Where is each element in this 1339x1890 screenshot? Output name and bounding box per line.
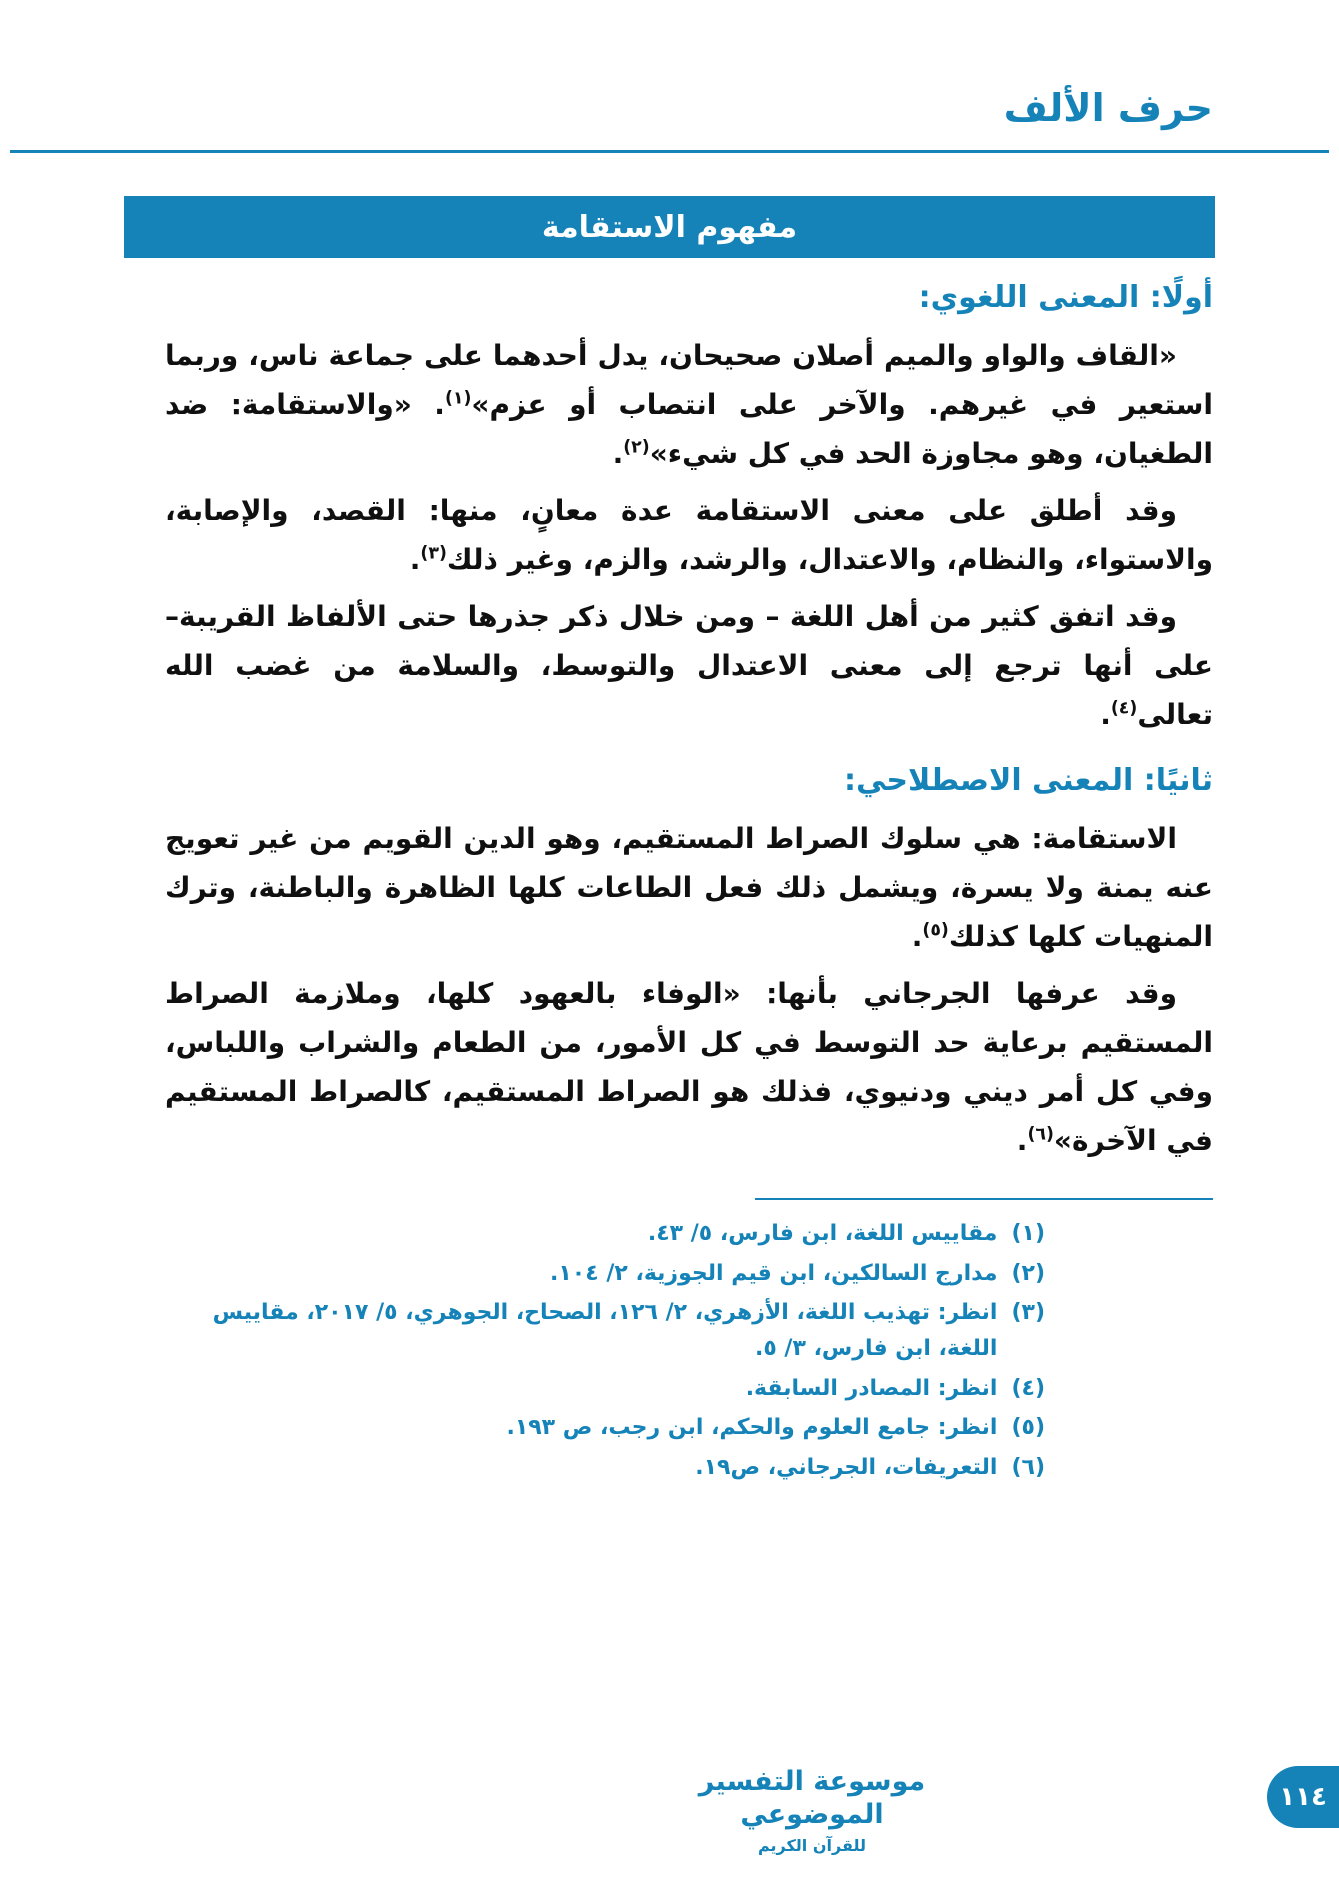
footnote-number: (٢) (1011, 1260, 1045, 1286)
footnote-list (165, 1216, 1045, 1485)
footnote-divider-line (755, 1198, 1213, 1200)
footnote-number: (١) (1011, 1221, 1045, 1246)
paragraph: «القاف والواو والميم أصلان صحيحان، يدل أحدهما على جماعة ناس، وربما استعير في غيرهم. والآخر على انتصاب أو عزم»$^{(١)}$. «والاستقامة: ضد الطغيان، وهو مجاوزة الحد في كل شيء»$^{(٢)}$. (165, 339, 1213, 470)
footnote-number: (٥) (1011, 1415, 1045, 1441)
paragraph: وقد أطلق على معنى الاستقامة عدة معانٍ، منها: القصد، والإصابة، والاستواء، والنظام، والاعتدال، والرشد، والزم، وغير ذلك$^{(٣)}$. (165, 494, 1213, 576)
footnote-reference: (٤) (1110, 698, 1138, 719)
footnote-text: انظر: تهذيب اللغة، الأزهري، ٢/ ١٢٦، الصحاح، الجوهري، ٥/ ٢٠١٧، مقاييس اللغة، ابن فارس، ٣/ ٥. (212, 1300, 998, 1361)
footnote-text: التعريفات، الجرجاني، ص١٩. (695, 1454, 998, 1480)
footnote-reference: (١) (444, 388, 472, 409)
footnote-item (165, 1256, 1045, 1292)
page-number-badge (1267, 1766, 1339, 1828)
footnote-reference: (٦) (1027, 1124, 1054, 1145)
paragraph: الاستقامة: هي سلوك الصراط المستقيم، وهو الدين القويم من غير تعويج عنه يمنة ولا يسرة، ويشمل ذلك فعل الطاعات كلها الظاهرة والباطنة، وترك المنهيات كلها كذلك$^{(٥)}$. (165, 822, 1213, 953)
footnote-text: انظر: جامع العلوم والحكم، ابن رجب، ص ١٩٣. (506, 1415, 998, 1441)
section-heading: ثانيًا: المعنى الاصطلاحي: (844, 763, 1213, 798)
footnote-item (165, 1216, 1045, 1252)
logo-title: موسوعة التفسير الموضوعي (698, 1765, 926, 1831)
footnote-number: (٣) (1011, 1300, 1045, 1326)
paragraph: وقد عرفها الجرجاني بأنها: «الوفاء بالعهود كلها، وملازمة الصراط المستقيم برعاية حد التوسط في كل الأمور، من الطعام والشراب واللباس، وفي كل أمر ديني ودنيوي، فذلك هو الصراط المستقيم، كالصراط المستقيم في الآخرة»$^{(٦)}$. (165, 977, 1213, 1157)
publisher-logo (687, 1765, 937, 1857)
paragraph: وقد اتفق كثير من أهل اللغة – ومن خلال ذكر جذرها حتى الألفاظ القريبة– على أنها ترجع إلى معنى الاعتدال والتوسط، والسلامة من غضب الله تعالى$^{(٤)}$. (165, 600, 1213, 731)
footnote-item (165, 1450, 1045, 1486)
banner-title: مفهوم الاستقامة (541, 209, 798, 245)
footnote-text: مدارج السالكين، ابن قيم الجوزية، ٢/ ١٠٤. (550, 1260, 998, 1286)
footnote-number: (٤) (1011, 1375, 1045, 1401)
main-text (165, 280, 1213, 1173)
footnote-number: (٦) (1011, 1454, 1045, 1480)
footnote-reference: (٢) (623, 437, 650, 458)
footnote-text: انظر: المصادر السابقة. (745, 1375, 998, 1401)
page-number: ١١٤ (1279, 1782, 1327, 1812)
footnote-item (165, 1371, 1045, 1407)
logo-subtitle: للقرآن الكريم (757, 1836, 867, 1855)
chapter-letter-heading: حرف الألف (1003, 86, 1213, 130)
title-banner (124, 196, 1215, 258)
section-heading: أولًا: المعنى اللغوي: (918, 280, 1213, 315)
footnotes-section (165, 1198, 1213, 1489)
footnote-reference: (٣) (420, 543, 447, 564)
footnote-text: مقاييس اللغة، ابن فارس، ٥/ ٤٣. (647, 1221, 998, 1246)
footnote-item (165, 1410, 1045, 1446)
header-divider-line (10, 150, 1329, 153)
footnote-reference: (٥) (922, 920, 949, 941)
footnote-item (165, 1295, 1045, 1366)
